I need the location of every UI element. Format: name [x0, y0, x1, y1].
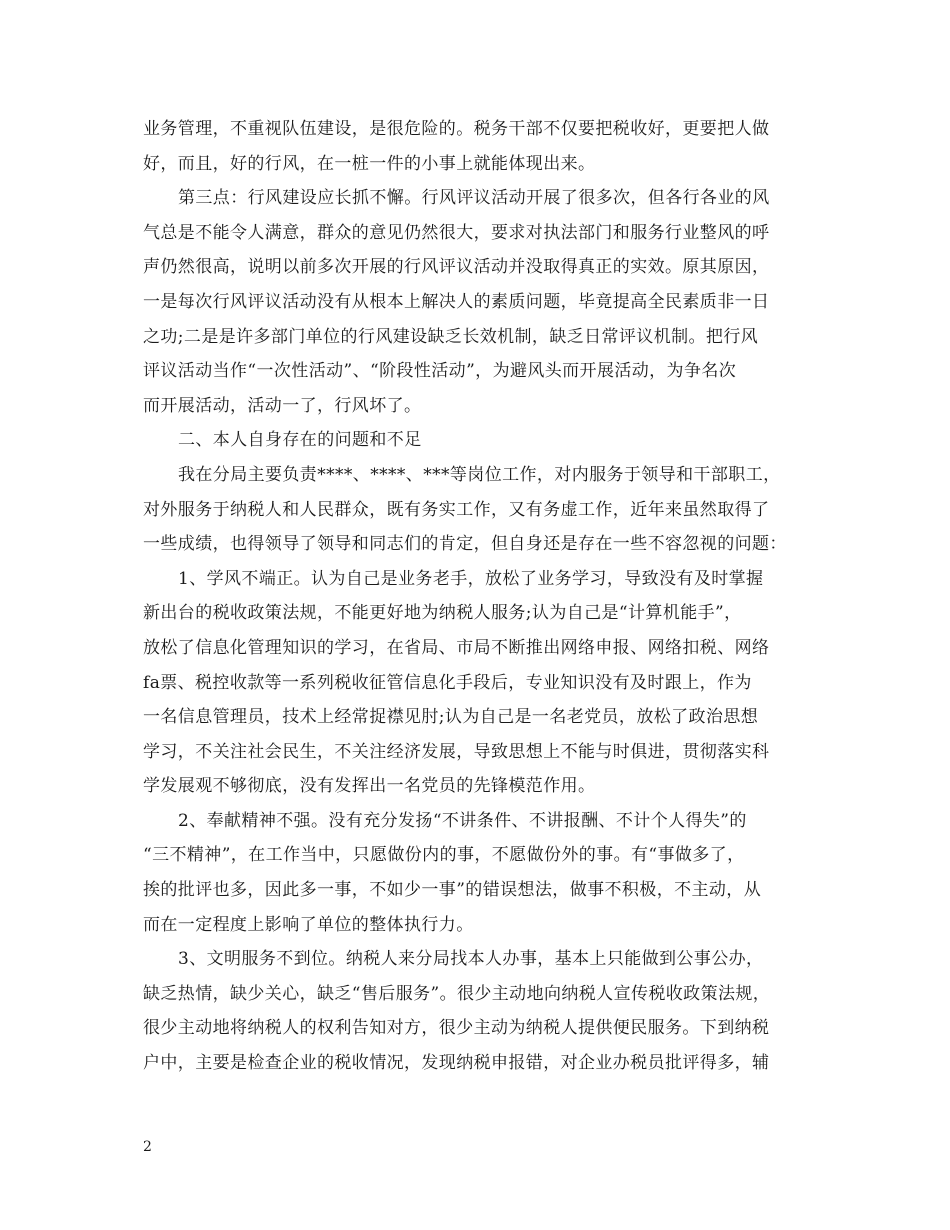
- text-line: 学习，不关注社会民生，不关注经济发展，导致思想上不能与时俱进，贯彻落实科: [143, 741, 770, 762]
- text-line: 户中，主要是检查企业的税收情况，发现纳税申报错，对企业办税员批评得多，辅: [143, 1053, 770, 1074]
- text-line: 第三点：行风建设应长抓不懈。行风评议活动开展了很多次，但各行各业的风: [178, 188, 770, 209]
- text-line: 学发展观不够彻底，没有发挥出一名党员的先锋模范作用。: [143, 776, 596, 797]
- text-line: 一是每次行风评议活动没有从根本上解决人的素质问题，毕竟提高全民素质非一日: [143, 291, 770, 312]
- text-line: 好，而且，好的行风，在一桩一件的小事上就能体现出来。: [143, 153, 596, 174]
- text-line: “三不精神”，在工作当中，只愿做份内的事，不愿做份外的事。有“事做多了，: [143, 845, 745, 866]
- text-line: 之功;二是是许多部门单位的行风建设缺乏长效机制，缺乏日常评议机制。把行风: [143, 326, 759, 347]
- text-line: 很少主动地将纳税人的权利告知对方，很少主动为纳税人提供便民服务。下到纳税: [143, 1018, 770, 1039]
- text-line: fa票、税控收款等一系列税收征管信息化手段后，专业知识没有及时跟上，作为: [143, 672, 752, 693]
- text-line: 一名信息管理员，技术上经常捉襟见肘;认为自己是一名老党员，放松了政治思想: [143, 707, 759, 728]
- text-line: 而开展活动，活动一了，行风坏了。: [143, 395, 422, 416]
- page-number: 2: [143, 1139, 152, 1155]
- section-heading: 二、本人自身存在的问题和不足: [178, 430, 422, 451]
- text-line: 放松了信息化管理知识的学习，在省局、市局不断推出网络申报、网络扣税、网络: [143, 637, 770, 658]
- text-line: 声仍然很高，说明以前多次开展的行风评议活动并没取得真正的实效。原其原因，: [143, 257, 770, 278]
- text-line: 一些成绩，也得领导了领导和同志们的肯定，但自身还是存在一些不容忽视的问题：: [143, 534, 787, 555]
- text-line: 缺乏热情，缺少关心，缺乏“售后服务”。很少主动地向纳税人宣传税收政策法规，: [143, 983, 771, 1004]
- text-line: 而在一定程度上影响了单位的整体执行力。: [143, 914, 474, 935]
- text-line: 3、文明服务不到位。纳税人来分局找本人办事，基本上只能做到公事公办，: [178, 949, 764, 970]
- text-line: 新出台的税收政策法规，不能更好地为纳税人服务;认为自己是“计算机能手”，: [143, 603, 742, 624]
- text-line: 2、奉献精神不强。没有充分发扬“不讲条件、不讲报酬、不计个人得失”的: [178, 810, 747, 831]
- text-line: 评议活动当作“一次性活动”、“阶段性活动”，为避风头而开展活动，为争名次: [143, 361, 737, 382]
- body-text: [143, 112, 823, 1081]
- text-line: 业务管理，不重视队伍建设，是很危险的。税务干部不仅要把税收好，更要把人做: [143, 119, 770, 139]
- text-line: 1、学风不端正。认为自己是业务老手，放松了业务学习，导致没有及时掌握: [178, 568, 764, 589]
- text-line: 我在分局主要负责****、****、***等岗位工作，对内服务于领导和干部职工，: [178, 464, 781, 485]
- text-line: 气总是不能令人满意，群众的意见仍然很大，要求对执法部门和服务行业整风的呼: [143, 222, 770, 243]
- text-line: 对外服务于纳税人和人民群众，既有务实工作，又有务虚工作，近年来虽然取得了: [143, 499, 770, 520]
- text-line: 挨的批评也多，因此多一事，不如少一事”的错误想法，做事不积极，不主动，从: [143, 880, 762, 901]
